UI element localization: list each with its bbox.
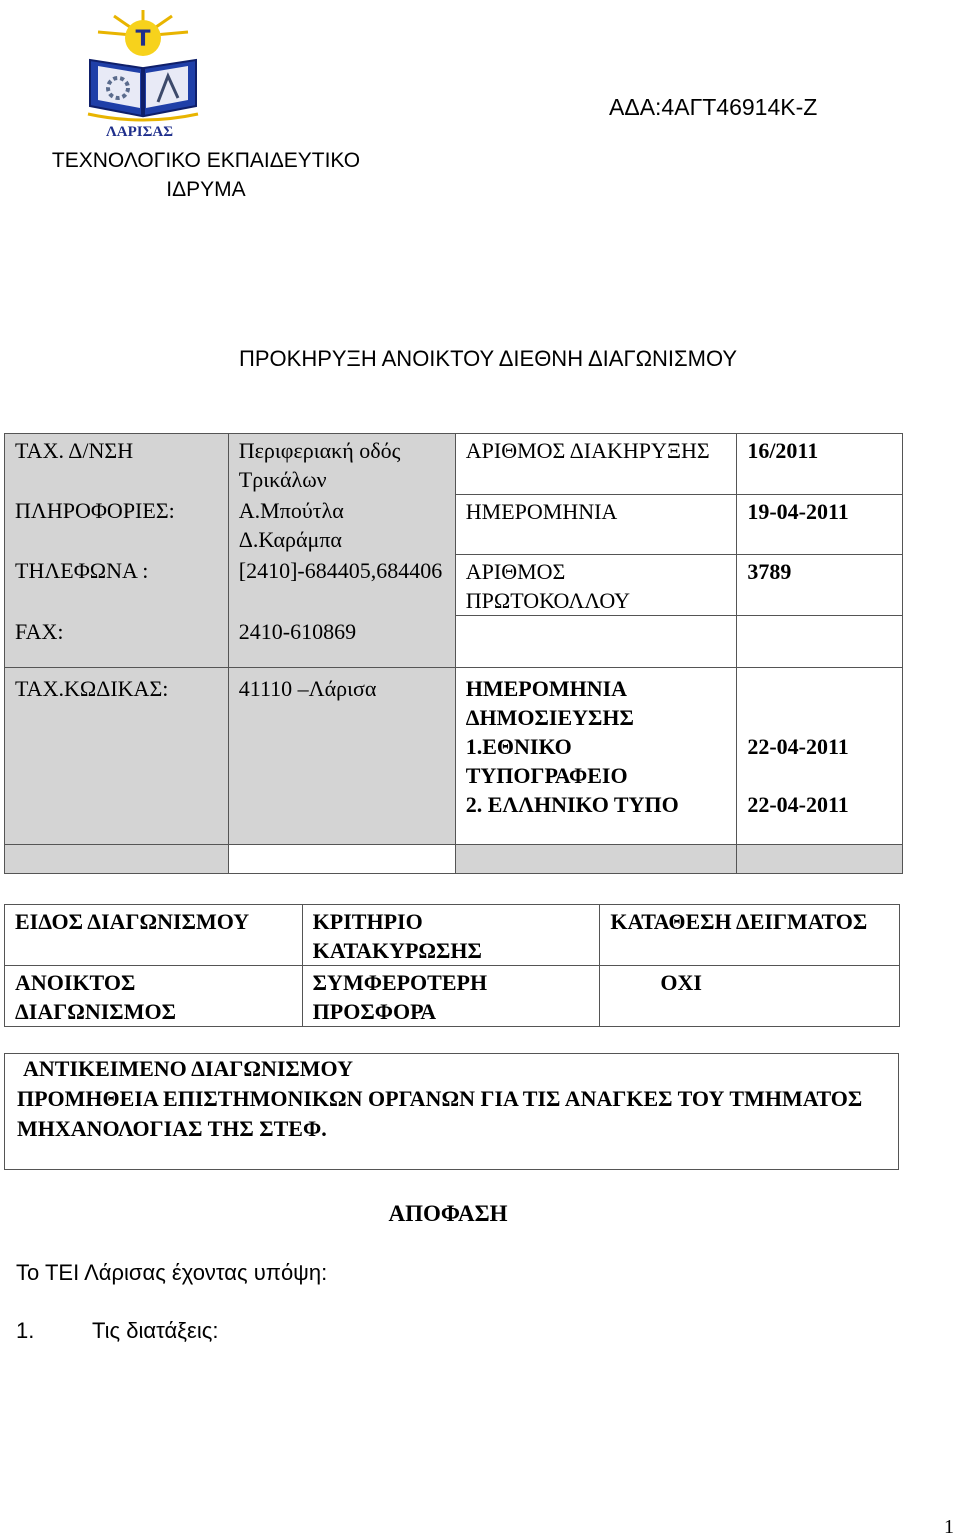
institution-name: ΤΕΧΝΟΛΟΓΙΚΟ ΕΚΠΑΙΔΕΥΤΙΚΟ ΙΔΡΥΜΑ <box>51 149 361 201</box>
list-item-number: 1. <box>16 1318 35 1343</box>
publication-2-date: 22-04-2011 <box>747 792 849 817</box>
tender-subject-label: ΑΝΤΙΚΕΙΜΕΝΟ ΔΙΑΓΩΝΙΣΜΟΥ <box>23 1056 353 1081</box>
empty-cell <box>737 615 903 668</box>
tender-subject-box <box>4 1053 899 1170</box>
date-label: ΗΜΕΡΟΜΗΝΙΑ <box>455 494 737 554</box>
empty-cell <box>737 845 903 874</box>
publication-1-label: 1.ΕΘΝΙΚΟ ΤΥΠΟΓΡΑΦΕΙΟ <box>465 734 628 788</box>
award-criterion-value: ΣΥΜΦΕΡΟΤΕΡΗ ΠΡΟΣΦΟΡΑ <box>302 966 600 1027</box>
protocol-number-value: 3789 <box>737 554 903 615</box>
postcode-value: 41110 –Λάρισα <box>228 668 455 845</box>
sample-submission-label: ΚΑΤΑΘΕΣΗ ΔΕΙΓΜΑΤΟΣ <box>600 905 900 966</box>
address-label: ΤΑΧ. Δ/ΝΣΗ <box>5 434 229 495</box>
postcode-label: ΤΑΧ.ΚΩΔΙΚΑΣ: <box>5 668 229 845</box>
phones-value: [2410]-684405,684406 <box>228 554 455 615</box>
info-label: ΠΛΗΡΟΦΟΡΙΕΣ: <box>5 494 229 554</box>
announcement-number-label: ΑΡΙΘΜΟΣ ΔΙΑΚΗΡΥΞΗΣ <box>455 434 737 495</box>
page-number: 1 <box>944 1516 954 1538</box>
empty-cell <box>228 845 455 874</box>
tender-type-label: ΕΙΔΟΣ ΔΙΑΓΩΝΙΣΜΟΥ <box>5 905 303 966</box>
list-item-text: Τις διατάξεις: <box>92 1318 219 1343</box>
info-value: Α.Μπούτλα Δ.Καράμπα <box>228 494 455 554</box>
publication-2-label: 2. ΕΛΛΗΝΙΚΟ ΤΥΠΟ <box>465 792 679 817</box>
empty-cell <box>455 845 737 874</box>
fax-value: 2410-610869 <box>228 615 455 668</box>
announcement-number-value: 16/2011 <box>737 434 903 495</box>
protocol-number-label: ΑΡΙΘΜΟΣ ΠΡΩΤΟΚΟΛΛΟΥ <box>455 554 737 615</box>
publication-date-label: ΗΜΕΡΟΜΗΝΙΑ ΔΗΜΟΣΙΕΥΣΗΣ <box>465 676 634 730</box>
tender-subject-text: ΠΡΟΜΗΘΕΙΑ ΕΠΙΣΤΗΜΟΝΙΚΩΝ ΟΡΓΑΝΩΝ ΓΙΑ ΤΙΣ ΑΝΑΓΚΕΣ ΤΟΥ ΤΜΗΜΑΤΟΣ ΜΗΧΑΝΟΛΟΓΙΑΣ ΤΗΣ ΣΤΕΦ. <box>17 1086 863 1141</box>
award-criterion-label: ΚΡΙΤΗΡΙΟ ΚΑΤΑΚΥΡΩΣΗΣ <box>302 905 600 966</box>
institution-city: ΛΑΡΙΣΑΣ <box>106 124 174 140</box>
sample-submission-value: ΟΧΙ <box>600 966 900 1027</box>
svg-text:Τ: Τ <box>135 27 151 52</box>
publication-cell <box>455 668 737 845</box>
decision-heading: ΑΠΟΦΑΣΗ <box>388 1201 508 1226</box>
decision-intro: Το ΤΕΙ Λάρισας έχοντας υπόψη: <box>16 1260 328 1285</box>
document-title: ΠΡΟΚΗΡΥΞΗ ΑΝΟΙΚΤΟΥ ΔΙΕΘΝΗ ΔΙΑΓΩΝΙΣΜΟΥ <box>238 346 738 371</box>
publication-dates-cell <box>737 668 903 845</box>
date-value: 19-04-2011 <box>737 494 903 554</box>
fax-label: FAX: <box>5 615 229 668</box>
tender-type-value: ΑΝΟΙΚΤΟΣ ΔΙΑΓΩΝΙΣΜΟΣ <box>5 966 303 1027</box>
tender-type-table <box>4 904 900 1027</box>
address-value: Περιφεριακή οδός Τρικάλων <box>228 434 455 495</box>
phones-label: ΤΗΛΕΦΩΝΑ : <box>5 554 229 615</box>
tei-logo-icon <box>84 6 202 124</box>
empty-cell <box>455 615 737 668</box>
announcement-info-table <box>4 433 903 874</box>
publication-1-date: 22-04-2011 <box>747 734 849 759</box>
empty-cell <box>5 845 229 874</box>
ada-code: ΑΔΑ:4ΑΓΤ46914Κ-Ζ <box>609 94 818 120</box>
